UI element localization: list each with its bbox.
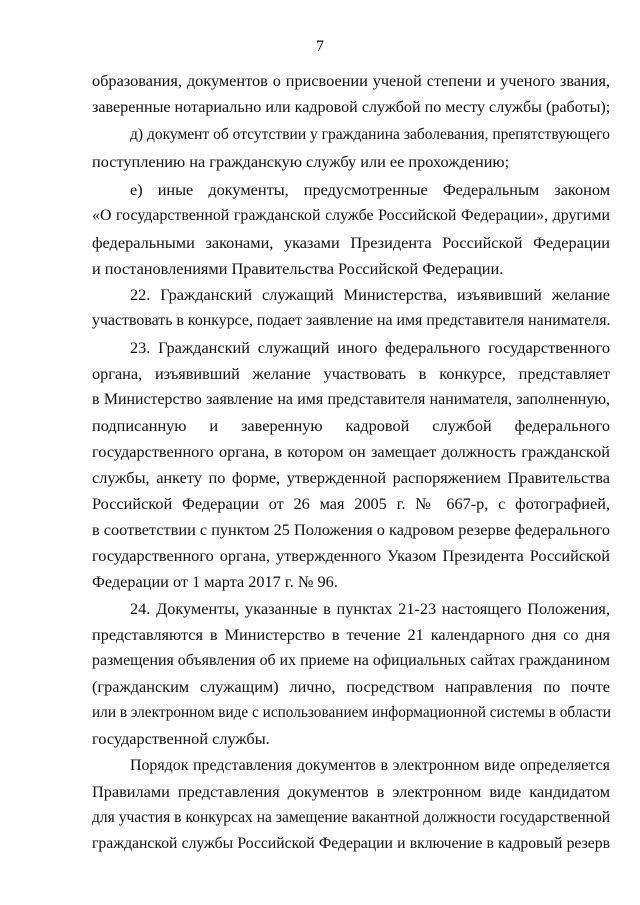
text-line: е) иные документы, предусмотренные Федеральным законом xyxy=(130,180,610,199)
text-line: для участия в конкурсах на замещение вакантной должности государственной xyxy=(92,809,610,826)
text-line: образования, документов о присвоении ученой степени и ученого звания, xyxy=(92,71,610,90)
text-line: 24. Документы, указанные в пунктах 21-23 настоящего Положения, xyxy=(130,599,610,618)
text-line: участвовать в конкурсе, подает заявление на имя представителя нанимателя. xyxy=(92,312,611,329)
text-line: (гражданским служащим) лично, посредством направления по почте xyxy=(92,677,610,696)
page-number: 7 xyxy=(316,38,324,55)
text-line: 23. Гражданский служащий иного федерального государственного xyxy=(130,338,610,357)
text-line: представляются в Министерство в течение 21 календарного дня со дня xyxy=(92,625,610,644)
text-line: или в электронном виде с использованием информационной системы в области xyxy=(92,704,611,721)
text-line: в Министерство заявление на имя представителя нанимателя, заполненную, xyxy=(92,391,610,408)
text-line: д) документ об отсутствии у гражданина заболевания, препятствующего xyxy=(130,126,610,143)
text-line: и постановлениями Правительства Российской Федерации. xyxy=(92,259,504,278)
text-line: гражданской службы Российской Федерации и включение в кадровый резерв xyxy=(92,835,610,852)
text-line: государственного органа, в котором он замещает должность гражданской xyxy=(92,442,610,461)
text-line: государственной службы. xyxy=(92,729,270,748)
text-line: размещения объявления об их приеме на официальных сайтах гражданином xyxy=(92,652,610,669)
text-line: подписанную и заверенную кадровой службой федерального xyxy=(92,416,610,435)
text-line: заверенные нотариально или кадровой службой по месту службы (работы); xyxy=(92,99,611,116)
text-line: Правилами представления документов в электронном виде кандидатом xyxy=(92,782,610,801)
text-line: 22. Гражданский служащий Министерства, изъявивший желание xyxy=(130,285,610,304)
text-line: органа, изъявивший желание участвовать в конкурсе, представляет xyxy=(92,364,610,383)
text-line: «О государственной гражданской службе Российской Федерации», другими xyxy=(92,207,610,224)
text-line: в соответствии с пунктом 25 Положения о кадровом резерве федерального xyxy=(92,520,610,539)
text-line: поступлению на гражданскую службу или ее прохождению; xyxy=(92,152,510,171)
text-line: государственного органа, утвержденного Указом Президента Российской xyxy=(92,546,610,565)
text-line: Российской Федерации от 26 мая 2005 г. № 667-р, с фотографией, xyxy=(92,494,610,513)
text-line: службы, анкету по форме, утвержденной распоряжением Правительства xyxy=(92,468,610,487)
text-line: Порядок представления документов в электронном виде определяется xyxy=(130,757,610,774)
text-line: федеральными законами, указами Президента Российской Федерации xyxy=(92,233,610,252)
text-line: Федерации от 1 марта 2017 г. № 96. xyxy=(92,572,338,591)
